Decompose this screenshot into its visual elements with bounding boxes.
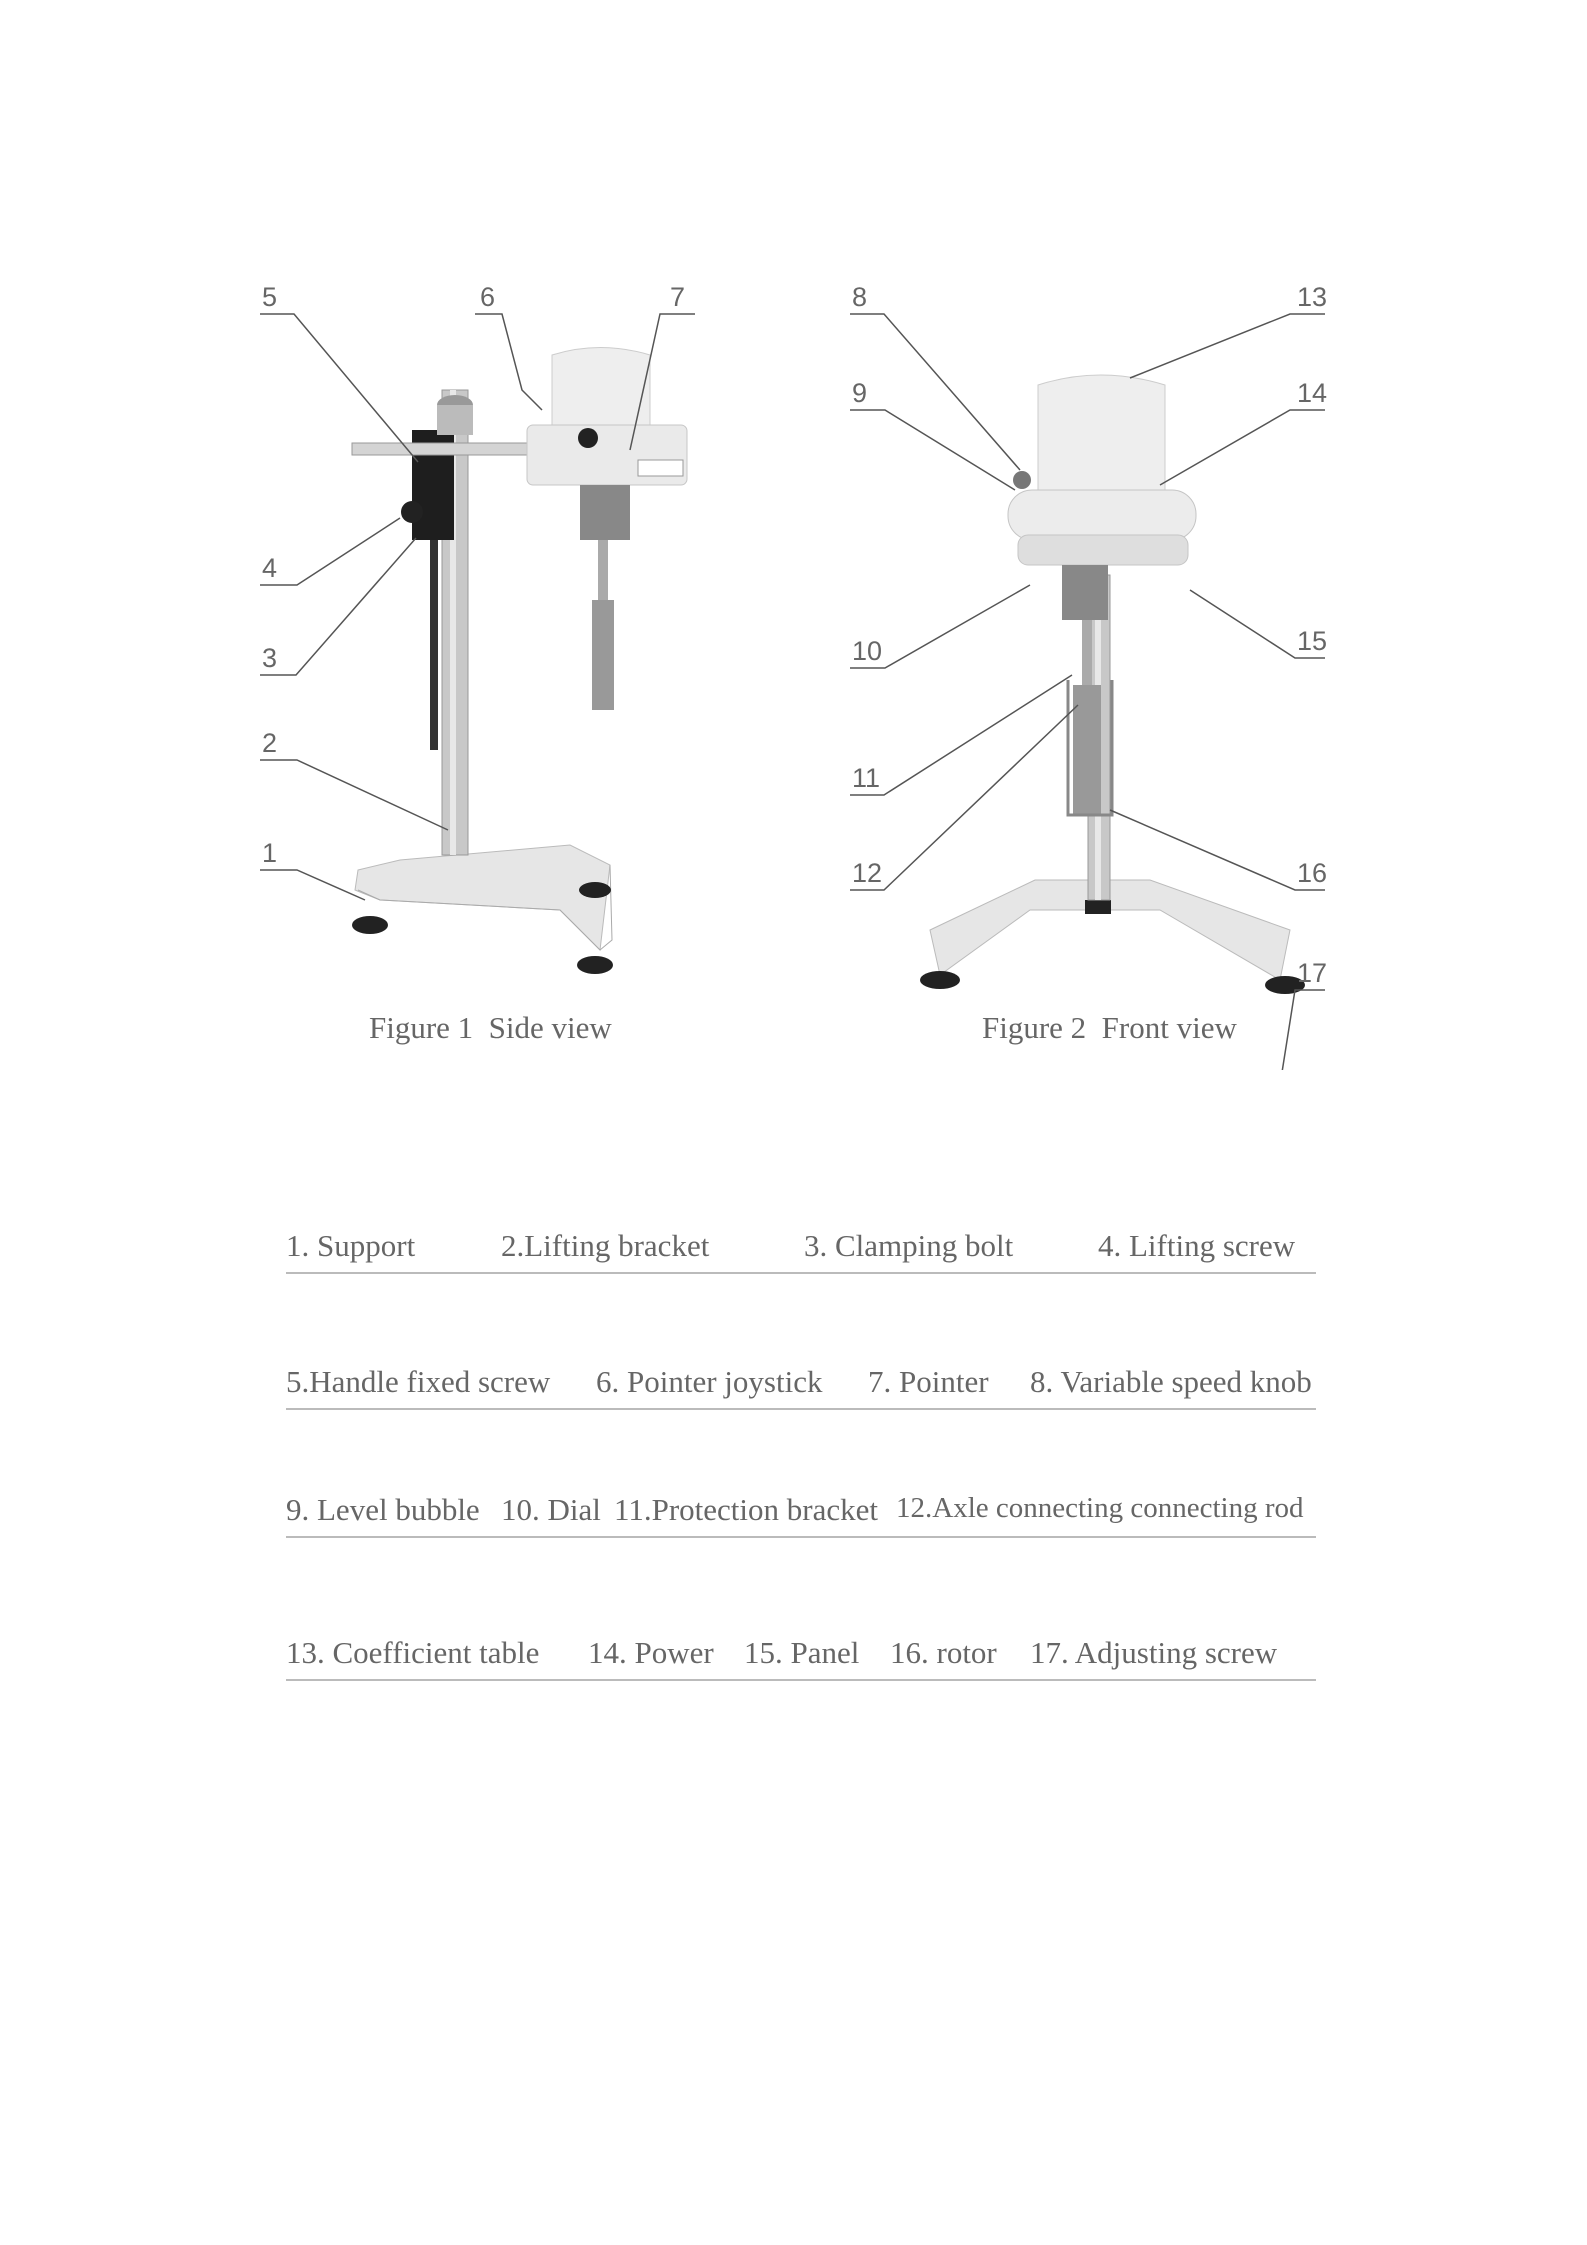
legend-item-15: 15. Panel (744, 1635, 860, 1670)
legend-item-4: 4. Lifting screw (1098, 1228, 1296, 1263)
figure-1-caption: Figure 1 Side view (369, 1010, 612, 1045)
legend-row-1 (286, 1228, 1316, 1274)
callout-12: 12 (852, 858, 883, 888)
legend-row-3 (286, 1492, 1316, 1538)
callout-5: 5 (262, 282, 278, 312)
figure-2-caption: Figure 2 Front view (982, 1010, 1237, 1045)
legend-item-10: 10. Dial (501, 1492, 601, 1527)
legend-item-6: 6. Pointer joystick (596, 1364, 823, 1399)
callout-1: 1 (262, 838, 278, 868)
callout-7: 7 (670, 282, 686, 312)
callout-8: 8 (852, 282, 868, 312)
callout-6: 6 (480, 282, 496, 312)
legend-item-16: 16. rotor (890, 1635, 997, 1670)
legend-item-5: 5.Handle fixed screw (286, 1364, 551, 1399)
legend-item-9: 9. Level bubble (286, 1492, 480, 1527)
callout-16: 16 (1297, 858, 1328, 888)
legend-row-2 (286, 1364, 1316, 1410)
legend-item-13: 13. Coefficient table (286, 1635, 540, 1670)
legend-item-2: 2.Lifting bracket (501, 1228, 710, 1263)
figure-1-side-view (240, 250, 780, 1070)
legend-item-8: 8. Variable speed knob (1030, 1364, 1312, 1399)
callout-4: 4 (262, 553, 278, 583)
legend-item-1: 1. Support (286, 1228, 416, 1263)
callout-15: 15 (1297, 626, 1328, 656)
callout-10: 10 (852, 636, 883, 666)
legend-row-4 (286, 1635, 1316, 1681)
callout-13: 13 (1297, 282, 1328, 312)
callout-14: 14 (1297, 378, 1328, 408)
figure-2-front-view (830, 250, 1370, 1070)
legend-item-17: 17. Adjusting screw (1030, 1635, 1278, 1670)
callout-2: 2 (262, 728, 278, 758)
legend-item-3: 3. Clamping bolt (804, 1228, 1014, 1263)
callout-17: 17 (1297, 958, 1328, 988)
callout-11: 11 (852, 763, 881, 793)
callout-9: 9 (852, 378, 868, 408)
callout-3: 3 (262, 643, 278, 673)
legend-item-7: 7. Pointer (868, 1364, 989, 1399)
legend-item-11: 11.Protection bracket (614, 1492, 878, 1527)
legend-item-14: 14. Power (588, 1635, 714, 1670)
legend-item-12: 12.Axle connecting connecting rod (896, 1492, 1304, 1524)
